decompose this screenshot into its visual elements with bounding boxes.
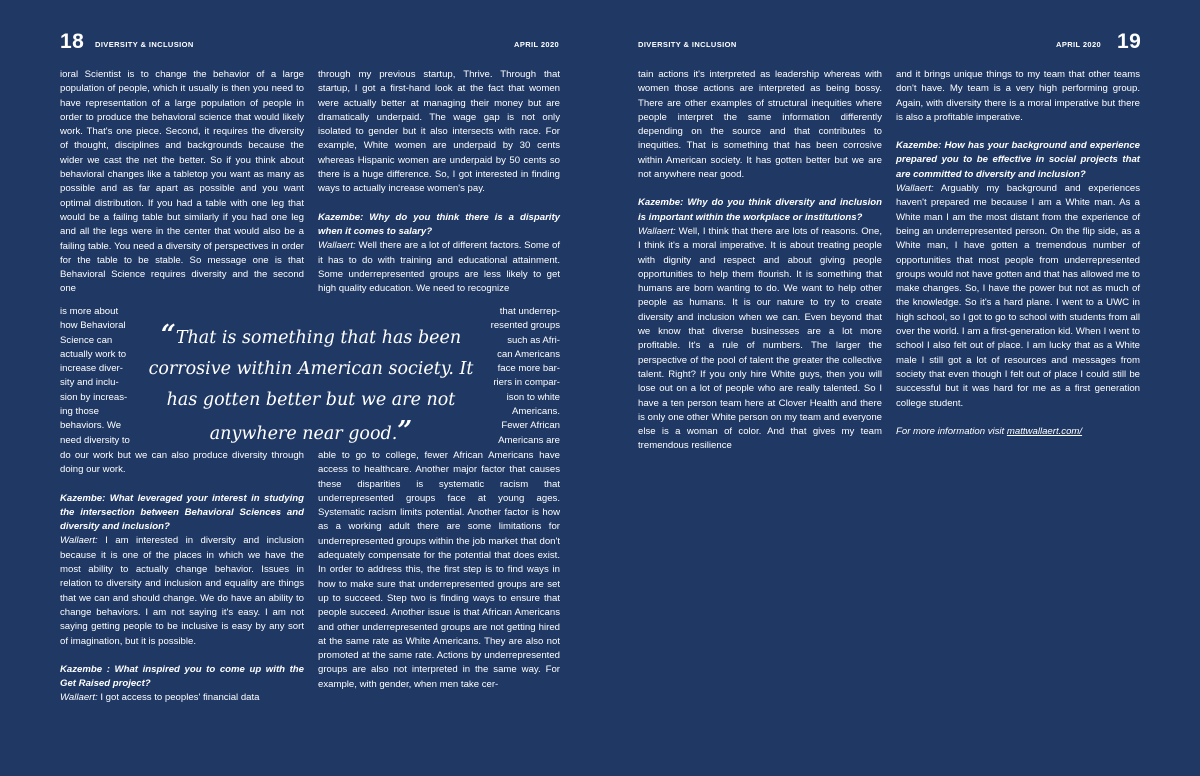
answer-text: Well, I think that there are lots of reasons. One, I think it's a moral imperative. It is about treating people with dignity and respect and about giving people opportunities to help them flourish. It is something that humans are born wanting to do. We want to help other people as humans. It is our nature to try to create diversity and inclusion when we can. Even beyond that we know that diverse businesses are a lot more profitable. It's a rule of numbers. The larger the perspective of the pool of talent the greater the collective talent. Right? If you only hire White guys, then you will lose out on a lot of people who are really talented. So I have a ten person team here at Clover Health and there is only one other White person on my team and everyone else is a woman of color. And that gives my team tremendous resilience	[638, 225, 882, 452]
website-link[interactable]: mattwallaert.com/	[1006, 425, 1083, 437]
paragraph: and it brings unique things to my team that other teams don't have. My team is a very high performing group. Again, with diversity there is a moral imperative but there is also a profitable imperative.	[896, 69, 1140, 123]
close-quote-mark: ”	[397, 416, 413, 446]
interview-question: Kazembe: Why do you think diversity and inclusion is important within the workplace or institutions?	[638, 197, 882, 223]
speaker-name: Wallaert:	[638, 225, 676, 237]
wrap-line: is more about	[60, 306, 119, 317]
wrap-line: Americans.	[512, 406, 560, 418]
paragraph: ioral Scientist is to change the behavior of a large population of people, which it usually is then you need to have representation of a large population of people in order to produce the behavioral science that would likely work. That's one piece. Second, it requires the diversity of thought, disciplines and backgrounds because the wider we cast the net the better. So if you think about behavioral changes like a tabletop you want as many as possible and as far apart as possible and you want optimal distribution. If you had a table with one leg that would be a failing table but similarly if you had one leg and all the legs were in the center that would also be a failing table. You need a diversity of perspectives in order for the table to be stable. So message one is that Behavioral Science requires diversity and the second one	[60, 69, 304, 295]
interview-answer	[60, 534, 304, 648]
pull-quote	[146, 320, 476, 450]
wrap-line: can Americans	[497, 348, 560, 360]
wrap-line: Americans are	[498, 434, 560, 446]
wrap-line: sion by increas-	[60, 391, 128, 403]
wrap-line: increase diver-	[60, 363, 123, 375]
wrap-line: sity and inclu-	[60, 377, 119, 389]
interview-answer	[318, 239, 560, 296]
interview-question: Kazembe : What inspired you to come up with the Get Raised project?	[60, 663, 304, 690]
wrap-text-left	[60, 305, 136, 448]
speaker-name: Wallaert:	[896, 183, 934, 195]
wrap-line: Science can	[60, 334, 113, 346]
wrap-line: need diversity to	[60, 434, 130, 446]
paragraph: through my previous startup, Thrive. Through that startup, I got a first-hand look at the fact that women were actually better at managing their money but are dramatically underpaid. The wage gap is not only isolated to gender but it also intersects with race. For example, White women are underpaid by 30 cents whereas Hispanic women are underpaid by 50 cents so there is a huge difference. So, I got interested in finding ways to actually increase women's pay.	[318, 69, 560, 195]
interview-answer	[60, 691, 304, 705]
date-header-right: APRIL 2020	[1056, 40, 1102, 49]
more-info-line	[896, 425, 1140, 439]
pull-quote-text: That is something that has been corrosive within American society. It has gotten better but we are not anywhere near good.	[148, 328, 474, 444]
article-column-1	[60, 68, 304, 297]
speaker-name: Wallaert:	[60, 535, 98, 547]
section-header-left: DIVERSITY & INCLUSION	[95, 40, 194, 49]
wrap-line: resented groups	[490, 320, 560, 332]
interview-question: Kazembe: How has your background and experience prepared you to be effective in social projects that are committed to diversity and inclusion?	[896, 140, 1140, 180]
answer-text: Arguably my background and experiences haven't prepared me because I am a White man. As a White man I am the most distant from the experience of being an underrepresented person. On the flip side, as a White man, I have gotten a tremendous number of opportunities that most people from underrepresented groups would not have gotten and that has allowed me to make changes. So, I have the power but not as much of the knowledge. So it's a hard plane. I went to a UWC in high school, so I got to go to school with students from all over the world. I am a first-generation kid. When I went to school I also felt out of place. I am lucky that as a White male I still got a lot of resources and messages from society that even though I felt out of place I could still be successful but it was hard for me as a first generation college student.	[896, 183, 1140, 409]
interview-question: Kazembe: Why do you think there is a disparity when it comes to salary?	[318, 211, 560, 237]
wrap-line: such as Afri-	[507, 334, 560, 346]
page-number-right: 19	[1117, 30, 1142, 53]
open-quote-mark: “	[160, 320, 176, 350]
section-header-right: DIVERSITY & INCLUSION	[638, 40, 737, 49]
wrap-line: how Behavioral	[60, 320, 126, 332]
article-column-2	[318, 68, 560, 296]
interview-question: Kazembe: What leveraged your interest in studying the intersection between Behavioral Sciences and diversity and inclusion?	[60, 492, 304, 533]
answer-text: Well there are a lot of different factors. Some of it has to do with training and educational attainment. Some underrepresented groups are less likely to get high quality education. We need to recognize	[318, 240, 560, 295]
article-column-2-lower	[318, 449, 560, 692]
interview-answer	[638, 225, 882, 454]
paragraph: tain actions it's interpreted as leadership whereas with women those actions are interpreted as being bossy. There are other examples of structural inequities where people interpret the same information differently depending on the source and that contributes to inequities. That is something that has been corrosive within American society. It has gotten better but we are not anywhere near good.	[638, 69, 882, 181]
speaker-name: Wallaert:	[60, 692, 98, 704]
wrap-line: that underrep-	[499, 306, 560, 317]
wrap-line: behaviors. We	[60, 420, 122, 432]
article-column-1-lower	[60, 449, 304, 706]
paragraph: do our work but we can also produce diversity through doing our work.	[60, 450, 304, 476]
wrap-line: ing those	[60, 406, 99, 418]
speaker-name: Wallaert:	[318, 240, 356, 252]
wrap-line: face more bar-	[497, 363, 560, 375]
date-header-left: APRIL 2020	[514, 40, 560, 49]
interview-answer	[896, 182, 1140, 411]
page-number-left: 18	[60, 30, 85, 53]
more-info-text: For more information visit	[896, 425, 1007, 437]
answer-text: I am interested in diversity and inclusion because it is one of the places in which we have the most ability to actually change behavior. Issues in relation to diversity and inclusion and equality are things that we can and should change. We do have an ability to change behaviors. I am not saying it's easy. I am not saying getting people to be inclusive is easy by any sort of imagination, but it is possible.	[60, 535, 304, 647]
wrap-line: riers in compar-	[493, 377, 560, 389]
wrap-line: ison to white	[506, 391, 560, 403]
answer-text: I got access to peoples' financial data	[97, 692, 260, 704]
article-column-4	[896, 68, 1140, 439]
wrap-text-right	[486, 305, 560, 448]
wrap-line: Fewer African	[501, 420, 560, 432]
article-column-3	[638, 68, 882, 454]
wrap-line: actually work to	[60, 348, 127, 360]
paragraph: able to go to college, fewer African Americans have access to healthcare. Another major factor that causes these disparities is systematic racism that underrepresented groups face at young ages. Systematic racism limits potential. Another factor is how as a working adult there are some limitations for underrepresented groups within the job market that don't adequately compensate for the potential that does exist. In order to address this, the first step is to find ways in how to make sure that underrepresented groups are set up to succeed. Step two is finding ways to ensure that people succeed. Another issue is that African Americans and other underrepresented groups are not getting hired at the same rate as White Americans. They are also not promoted at the same rate. Actions by underrepresented groups are also not interpreted in the same way. For example, with gender, when men take cer-	[318, 450, 560, 690]
